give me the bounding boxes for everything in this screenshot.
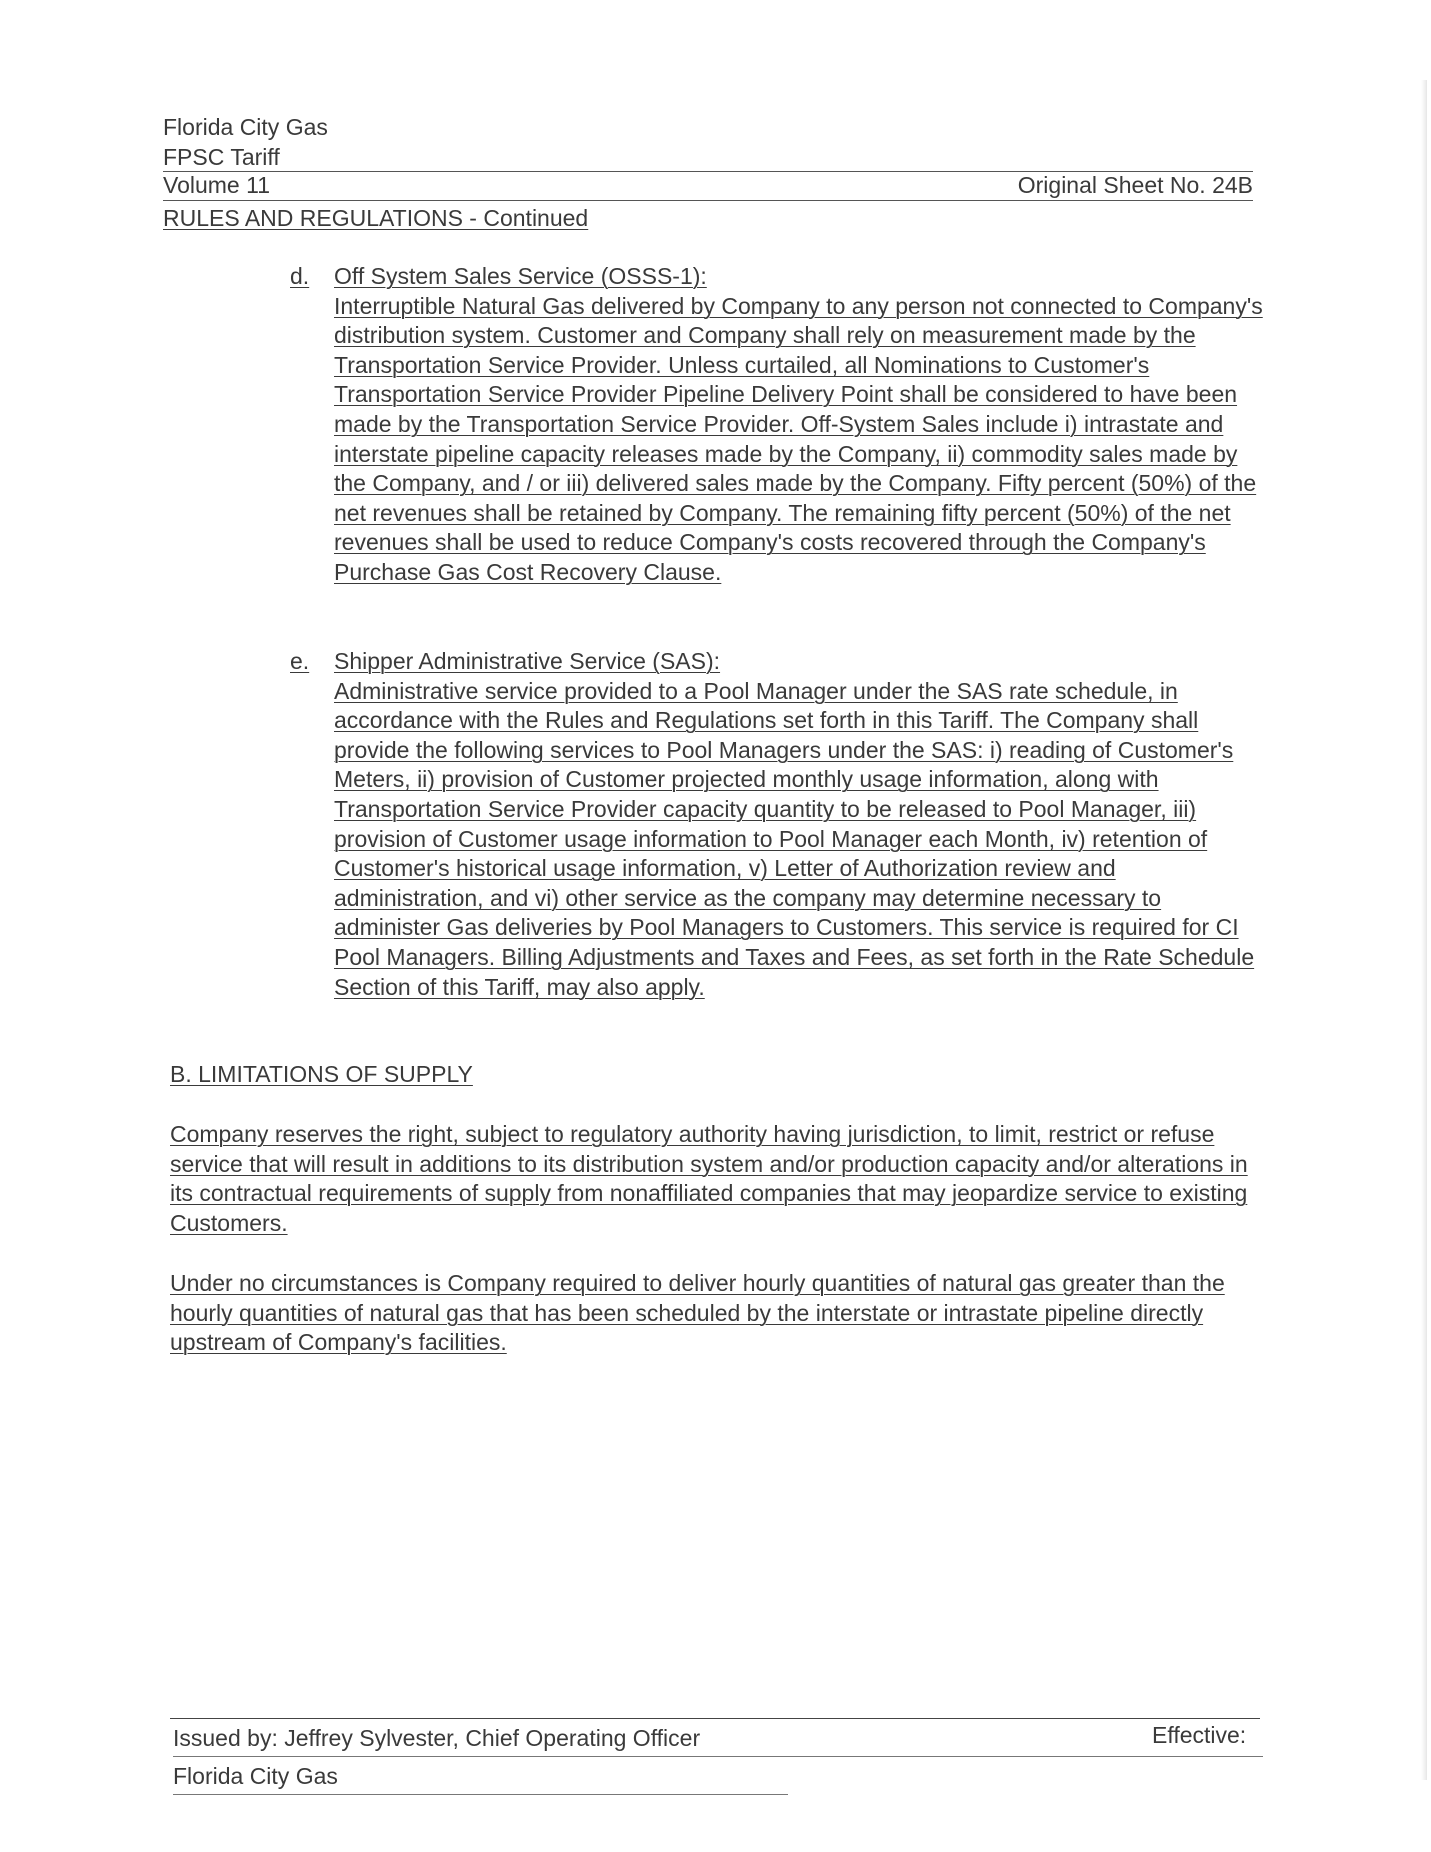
paragraph-text: Under no circumstances is Company required to deliver hourly quantities of natural gas greater than the hourly quantities of natural gas that has been scheduled by the interstate or intrastate pipeline directly upstream of Company's facilities. [170,1270,1225,1356]
header-volume-row [163,170,1253,200]
footer-rule [173,1794,788,1795]
header-sheet-number: Original Sheet No. 24B [1017,172,1253,198]
header-company: Florida City Gas [163,114,328,140]
paragraph-text: Company reserves the right, subject to regulatory authority having jurisdiction, to limit, restrict or refuse service that will result in additions to its distribution system and/or production capacity and/or alterations in its contractual requirements of supply from nonaffiliated companies that may jeopardize service to existing Customers. [170,1121,1248,1236]
list-item-e [290,647,1270,1002]
item-text: Interruptible Natural Gas delivered by Company to any person not connected to Company's distribution system. Customer and Company shall rely on measurement made by the Transportation Service Provider. Unless curtailed, all Nominations to Customer's Transportation Service Provider Pipeline Delivery Point shall be considered to have been made by the Transportation Service Provider. Off-System Sales include i) intrastate and interstate pipeline capacity releases made by the Company, ii) commodity sales made by the Company, and / or iii) delivered sales made by the Company. Fifty percent (50%) of the net revenues shall be retained by Company. The remaining fifty percent (50%) of the net revenues shall be used to reduce Company's costs recovered through the Company's Purchase Gas Cost Recovery Clause. [334,292,1263,585]
footer-effective: Effective: [1152,1722,1247,1748]
limitations-paragraph [170,1269,1260,1358]
footer-company: Florida City Gas [173,1763,338,1789]
header-rule [163,200,1253,201]
footer-rule [170,1718,1260,1719]
header-tariff: FPSC Tariff [163,144,280,170]
footer-rule [173,1756,1263,1757]
limitations-heading: B. LIMITATIONS OF SUPPLY [170,1061,473,1087]
section-title: RULES AND REGULATIONS - Continued [163,205,589,231]
list-item-d [290,262,1270,588]
item-title: Off System Sales Service (OSSS-1): [334,263,707,289]
footer-issued-by: Issued by: Jeffrey Sylvester, Chief Operating Officer [173,1725,701,1751]
header-volume: Volume 11 [163,172,270,198]
limitations-paragraph [170,1120,1260,1238]
item-marker: d. [290,263,310,289]
page-edge-shadow [1421,80,1427,1780]
header-section [163,203,1253,233]
item-title: Shipper Administrative Service (SAS): [334,648,721,674]
item-text: Administrative service provided to a Pool Manager under the SAS rate schedule, in accordance with the Rules and Regulations set forth in this Tariff. The Company shall provide the following services to Pool Managers under the SAS: i) reading of Customer's Meters, ii) provision of Customer projected monthly usage information, along with Transportation Service Provider capacity quantity to be released to Pool Manager, iii) provision of Customer usage information to Pool Manager each Month, iv) retention of Customer's historical usage information, v) Letter of Authorization review and administration, and vi) other service as the company may determine necessary to administer Gas deliveries by Pool Managers to Customers. This service is required for CI Pool Managers. Billing Adjustments and Taxes and Fees, as set forth in the Rate Schedule Section of this Tariff, may also apply. [334,677,1255,1000]
item-marker: e. [290,648,310,674]
